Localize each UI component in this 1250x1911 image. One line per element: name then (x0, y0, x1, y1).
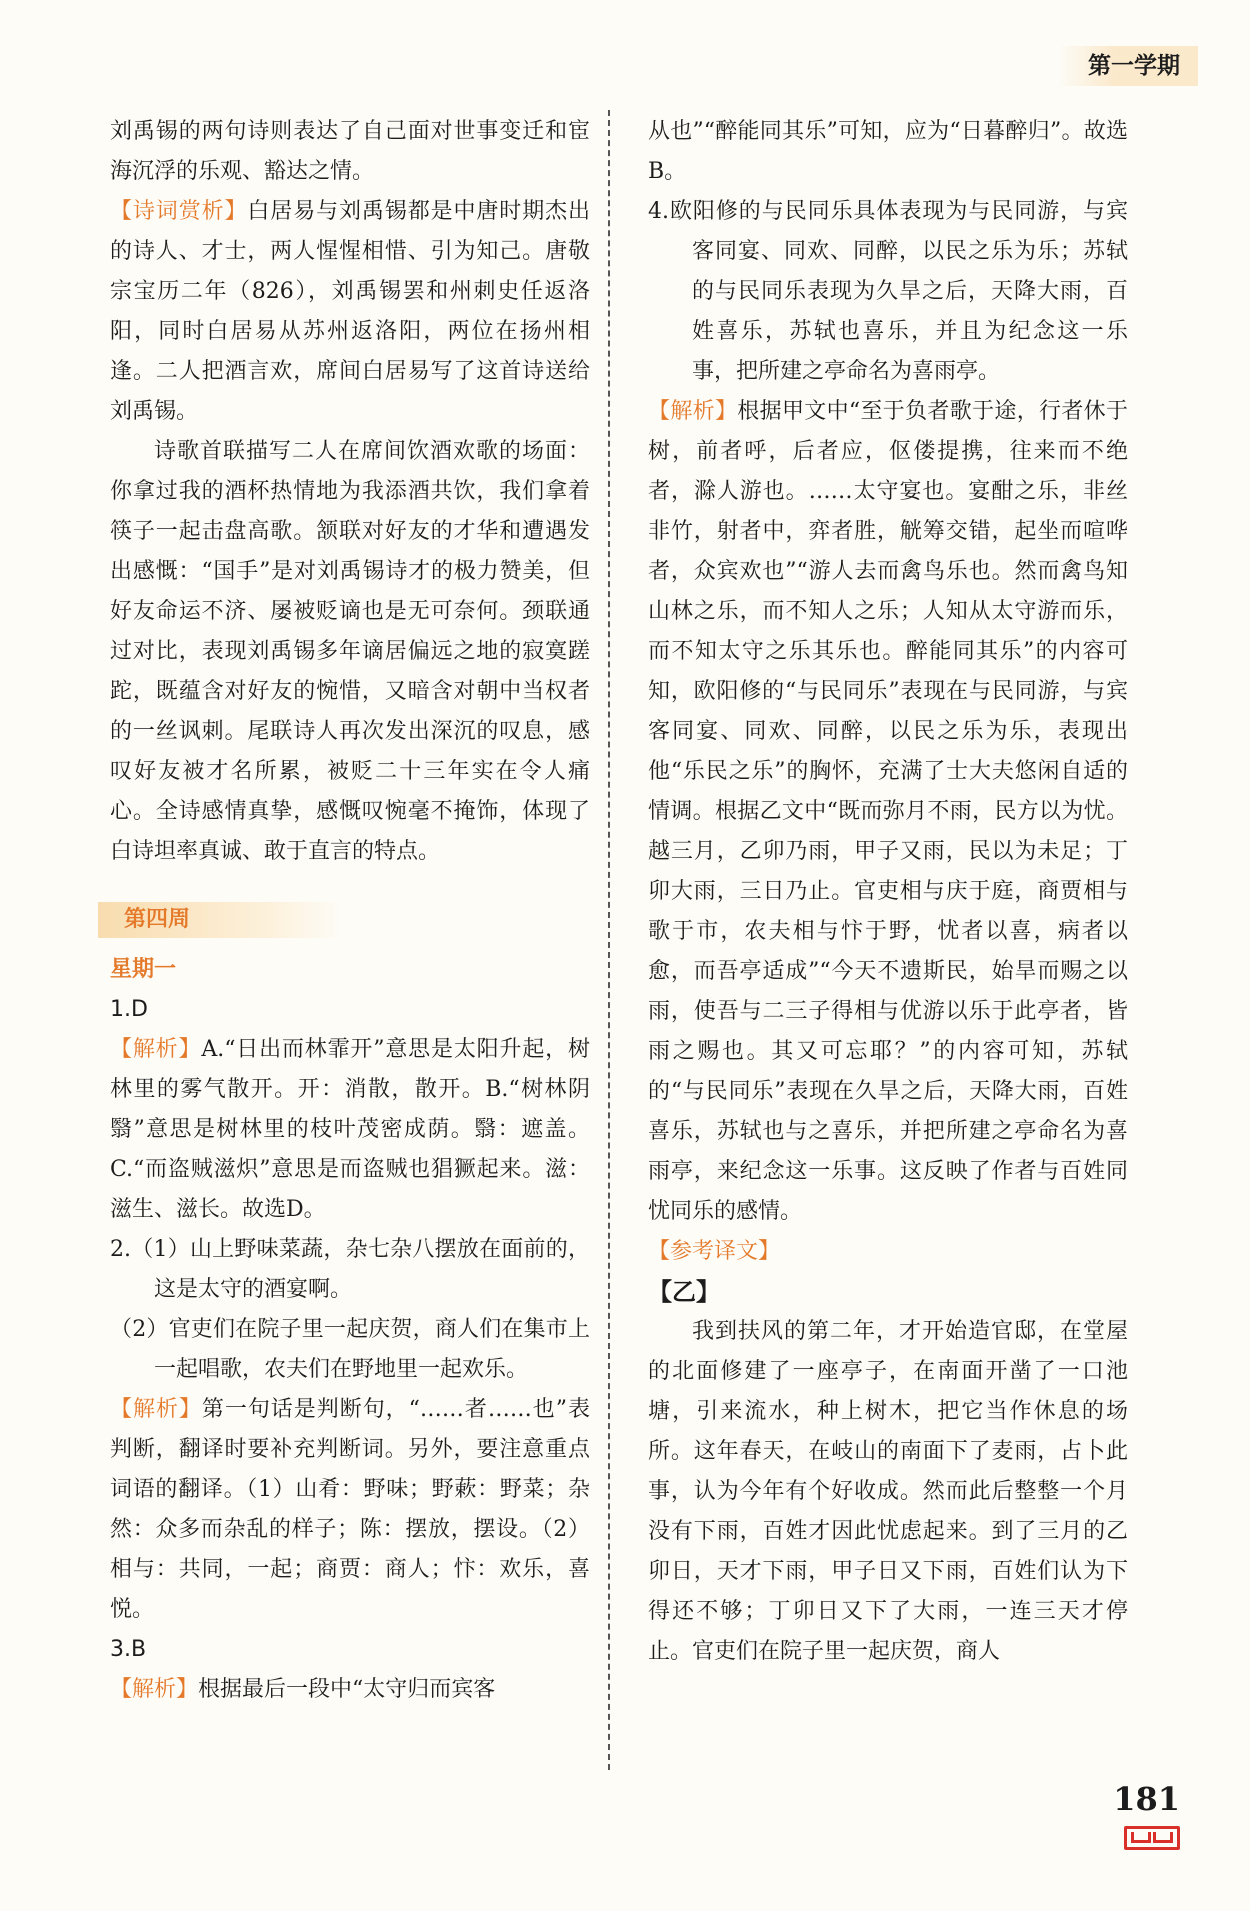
q2-answer-2: （2）官吏们在院子里一起庆贺，商人们在集市上一起唱歌，农夫们在野地里一起欢乐。 (110, 1317, 590, 1382)
week-banner: 第四周 (98, 902, 344, 938)
q4-tag: 【解析】 (648, 399, 738, 424)
q1-answer: 1.D (110, 997, 148, 1022)
right-column (648, 112, 1128, 1672)
page-ornament-icon (1124, 1826, 1180, 1850)
q4-text: 根据甲文中“至于负者歌于途，行者休于树，前者呼，后者应，伛偻提携，往来而不绝者，滁人游也。……太守宴也。宴酣之乐，非丝非竹，射者中，弈者胜，觥筹交错，起坐而喧哗者，众宾欢也”“游人去而禽鸟乐也。然而禽鸟知山林之乐，而不知人之乐；人知从太守游而乐，而不知太守之乐其乐也。醉能同其乐”的内容可知，欧阳修的“与民同乐”表现在与民同游，与宾客同宴、同欢、同醉，以民之乐为乐，表现出他“乐民之乐”的胸怀，充满了士大夫悠闲自适的情调。根据乙文中“既而弥月不雨，民方以为忧。越三月，乙卯乃雨，甲子又雨，民以为未足；丁卯大雨，三日乃止。官吏相与庆于庭，商贾相与歌于市，农夫相与忭于野，忧者以喜，病者以愈，而吾亭适成”“今天不遗斯民，始旱而赐之以雨，使吾与二三子得相与优游以乐于此亭者，皆雨之赐也。其又可忘耶？”的内容可知，苏轼的“与民同乐”表现在久旱之后，天降大雨，百姓喜乐，苏轼也与之喜乐，并把所建之亭命名为喜雨亭，来纪念这一乐事。这反映了作者与百姓同忧同乐的感情。 (648, 399, 1128, 1224)
q2-text: 第一句话是判断句，“……者……也”表判断，翻译时要补充判断词。另外，要注意重点词语的翻译。（1）山肴：野味；野蔌：野菜；杂然：众多而杂乱的样子；陈：摆放，摆设。（2）相与：共同，一起；商贾：商人；忭：欢乐，喜悦。 (110, 1397, 590, 1622)
q1-analysis (110, 1030, 590, 1230)
translation-tag: 【参考译文】 (648, 1239, 781, 1264)
translation-text: 我到扶风的第二年，才开始造官邸，在堂屋的北面修建了一座亭子，在南面开凿了一口池塘，引来流水，种上树木，把它当作休息的场所。这年春天，在岐山的南面下了麦雨，占卜此事，认为今年有个好收成。然而此后整整一个月没有下雨，百姓才因此忧虑起来。到了三月的乙卯日，天才下雨，甲子日又下雨，百姓们认为下得还不够；丁卯日又下了大雨，一连三天才停止。官吏们在院子里一起庆贺，商人 (648, 1319, 1128, 1664)
q2-tag: 【解析】 (110, 1397, 202, 1422)
q1-tag: 【解析】 (110, 1037, 202, 1062)
q4-analysis (648, 392, 1128, 1232)
q4-answer: 4.欧阳修的与民同乐具体表现为与民同游，与宾客同宴、同欢、同醉，以民之乐为乐；苏轼的与民同乐表现为久旱之后，天降大雨，百姓喜乐，苏轼也喜乐，并且为纪念这一乐事，把所建之亭命名为喜雨亭。 (648, 199, 1128, 384)
q3-continuation: 从也”“醉能同其乐”可知，应为“日暮醉归”。故选B。 (648, 119, 1128, 184)
analysis-paragraph: 诗歌首联描写二人在席间饮酒欢歌的场面：你拿过我的酒杯热情地为我添酒共饮，我们拿着筷子一起击盘高歌。颔联对好友的才华和遭遇发出感慨：“国手”是对刘禹锡诗才的极力赞美，但好友命运不济、屡被贬谪也是无可奈何。颈联通过对比，表现刘禹锡多年谪居偏远之地的寂寞蹉跎，既蕴含对好友的惋惜，又暗含对朝中当权者的一丝讽刺。尾联诗人再次发出深沉的叹息，感叹好友被才名所累，被贬二十三年实在令人痛心。全诗感情真挚，感慨叹惋毫不掩饰，体现了白诗坦率真诚、敢于直言的特点。 (110, 439, 590, 864)
day-title: 星期一 (110, 957, 177, 982)
appreciation-text: 白居易与刘禹锡都是中唐时期杰出的诗人、才士，两人惺惺相惜、引为知己。唐敬宗宝历二年（826），刘禹锡罢和州刺史任返洛阳，同时白居易从苏州返洛阳，两位在扬州相逢。二人把酒言欢，席间白居易写了这首诗送给刘禹锡。 (110, 199, 590, 424)
appreciation-tag: 【诗词赏析】 (110, 199, 248, 224)
q3-tag: 【解析】 (110, 1677, 199, 1702)
semester-header: 第一学期 (1058, 46, 1198, 86)
appreciation-paragraph (110, 192, 590, 432)
left-column (110, 112, 590, 1710)
q2-analysis (110, 1390, 590, 1630)
q2-answer-1: 2.（1）山上野味菜蔬，杂七杂八摆放在面前的，这是太守的酒宴啊。 (110, 1237, 590, 1302)
translation-title: 【乙】 (648, 1277, 720, 1306)
translation-heading (648, 1232, 1128, 1272)
q3-analysis (110, 1670, 590, 1710)
page-number: 181 (1113, 1780, 1180, 1818)
q1-text: A.“日出而林霏开”意思是太阳升起，树林里的雾气散开。开：消散，散开。B.“树林阴翳”意思是树林里的枝叶茂密成荫。翳：遮盖。C.“而盗贼滋炽”意思是而盗贼也猖獗起来。滋：滋生、滋长。故选D。 (110, 1037, 590, 1222)
intro-paragraph: 刘禹锡的两句诗则表达了自己面对世事变迁和宦海沉浮的乐观、豁达之情。 (110, 119, 590, 184)
q3-text: 根据最后一段中“太守归而宾客 (198, 1677, 496, 1702)
column-divider (608, 110, 610, 1770)
q3-answer: 3.B (110, 1637, 147, 1662)
